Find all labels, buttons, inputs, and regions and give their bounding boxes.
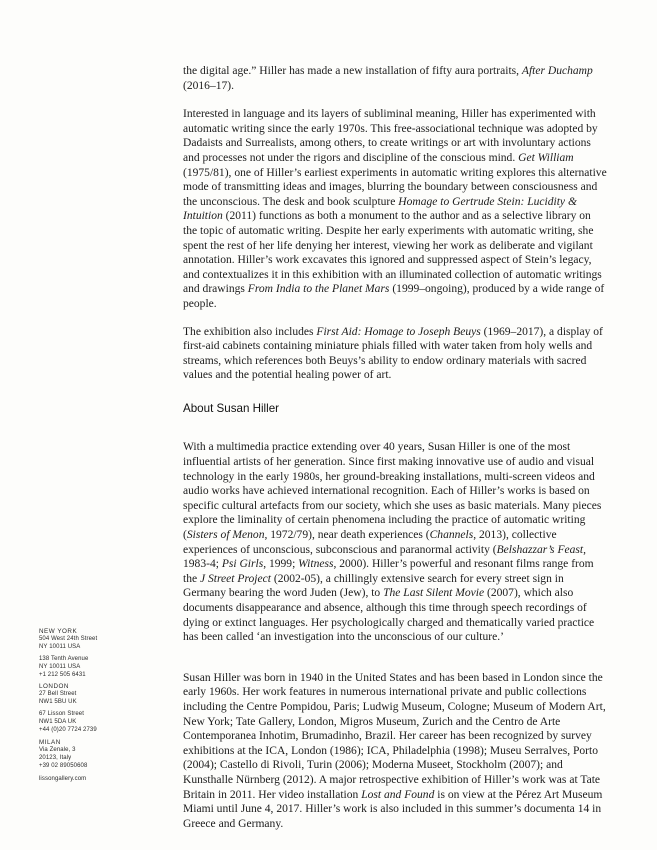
work-title: The Last Silent Movie (383, 587, 485, 600)
address-line: 504 West 24th Street (39, 635, 98, 642)
work-title: Get William (518, 151, 574, 164)
work-title: Witness (298, 558, 334, 571)
city-milan: MILAN (39, 738, 61, 746)
ny-address-1 (39, 636, 149, 652)
work-title: Sisters of Menon (186, 529, 265, 542)
paragraph-automatic-writing: Interested in language and its layers of subliminal meaning, Hiller has experimented with automatic writing since the early 1970s. This free-associational technique was adopted by Dadaists and Surrealists, among others, to create writings or art with involuntary actions and processes not under the rigors and discipline of the conscious mind. Get William (1975/81), one of Hiller’s earliest experiments in automatic writing explores this alternative mode of transmitting ideas and images, blurring the boundary between consciousness and the unconscious. The desk and book sculpture Homage to Gertrude Stein: Lucidity & Intuition (2011) functions as both a monument to the author and as a selective library on the topic of automatic writing. Despite her early experiments with automatic writing, she spent the rest of her life denying her interest, viewing her work as deliberate and vigilant annotation. Hiller’s work excavates this ignored and suppressed aspect of Stein’s legacy, and contextualizes it in this exhibition with an illuminated collection of automatic writings and drawings From India to the Planet Mars (1999–ongoing), produced by a wide range of people. (183, 108, 607, 310)
london-address-2 (39, 711, 149, 735)
work-title: Lost and Found (361, 788, 435, 801)
paragraph-first-aid: The exhibition also includes First Aid: Homage to Joseph Beuys (1969–2017), a display of first-aid cabinets containing miniature phials filled with water taken from holy wells and streams, which references both Beuys’s ability to endow ordinary materials with sacred values and the potential healing power of art. (183, 325, 603, 382)
section-heading-about: About Susan Hiller (183, 401, 280, 415)
paragraph-biography: With a multimedia practice extending over 40 years, Susan Hiller is one of the most influential artists of her generation. Since first making innovative use of audio and visual technology in the early 1980s, her ground-breaking installations, multi-screen videos and audio works have achieved international recognition. Each of Hiller’s works is based on specific cultural artefacts from our society, which she uses as basic materials. Many pieces explore the liminality of certain phenomena including the practice of automatic writing (Sisters of Menon, 1972/79), near death experiences (Channels, 2013), collective experiences of unconscious, subconscious and paranormal activity (Belshazzar’s Feast, 1983-4; Psi Girls, 1999; Witness, 2000). Hiller’s powerful and resonant films range from the J Street Project (2002-05), a chillingly extensive search for every street sign in Germany bearing the word Juden (Jew), to The Last Silent Movie (2007), which also documents disappearance and absence, although this time through speech recordings of dying or extinct languages. Her psychologically charged and thematically varied practice has been called ‘an investigation into the unconscious of our culture.’ (183, 441, 602, 644)
address-line: +44 (0)20 7724 2739 (39, 726, 97, 733)
work-title: From India to the Planet Mars (247, 283, 390, 296)
milan-block (39, 739, 149, 771)
address-line: NY 10011 USA (39, 643, 81, 650)
address-line: 138 Tenth Avenue (39, 655, 89, 662)
address-line: NW1 5DA UK (39, 719, 77, 726)
milan-address (39, 747, 149, 771)
address-line: 20123, Italy (39, 754, 72, 761)
london-block (39, 683, 149, 734)
address-line: 67 Lisson Street (39, 711, 84, 718)
address-line: +1 212 505 6431 (39, 671, 86, 678)
city-new-york: NEW YORK (39, 628, 78, 635)
work-title: Channels (429, 529, 474, 542)
work-title: Belshazzar’s Feast (496, 543, 584, 556)
address-line: NW1 5BU UK (39, 699, 77, 706)
paragraph-career: Susan Hiller was born in 1940 in the United States and has been based in London since the early 1960s. Her work features in numerous international private and public collections including the Centre Pompidou, Paris; Ludwig Museum, Cologne; Museum of Modern Art, New York; Tate Gallery, London, Migros Museum, Zurich and the Centro de Arte Contemporanea Inhotim, Brumadinho, Brazil. Her career has been recognized by survey exhibitions at the ICA, London (1986); ICA, Philadelphia (1998); Museu Serralves, Porto (2004); Castello di Rivoli, Turin (2006); Moderna Museet, Stockholm (2007); and Kunsthalle Nürnberg (2012). A major retrospective exhibition of Hiller’s work was at Tate Britain in 2011. Her video installation Lost and Found is on view at the Pérez Art Museum Miami until June 4, 2017. Hiller’s work is also included in this summer’s documenta 14 in Greece and Germany. (183, 671, 606, 830)
city-london: LONDON (39, 683, 69, 691)
paragraph-after-duchamp: the digital age.” Hiller has made a new installation of fifty aura portraits, After Duchamp (2016–17). (183, 65, 593, 92)
work-title: Psi Girls (221, 558, 264, 571)
address-line: Via Zenale, 3 (39, 746, 76, 753)
work-title: After Duchamp (521, 65, 593, 77)
address-line: NY 10011 USA (39, 663, 81, 670)
gallery-addresses (39, 628, 149, 783)
work-title: First Aid: Homage to Joseph Beuys (316, 325, 481, 338)
london-address-1 (39, 691, 149, 707)
work-title: J Street Project (200, 572, 271, 585)
website-link[interactable]: lissongallery.com (39, 775, 87, 782)
address-line: +39 02 89050608 (39, 762, 88, 769)
work-title: Homage to Gertrude Stein: Lucidity & Intuition (183, 195, 577, 223)
press-release-body (183, 64, 607, 831)
ny-address-2 (39, 656, 149, 680)
address-line: 27 Bell Street (39, 691, 77, 698)
new-york-block (39, 628, 149, 679)
